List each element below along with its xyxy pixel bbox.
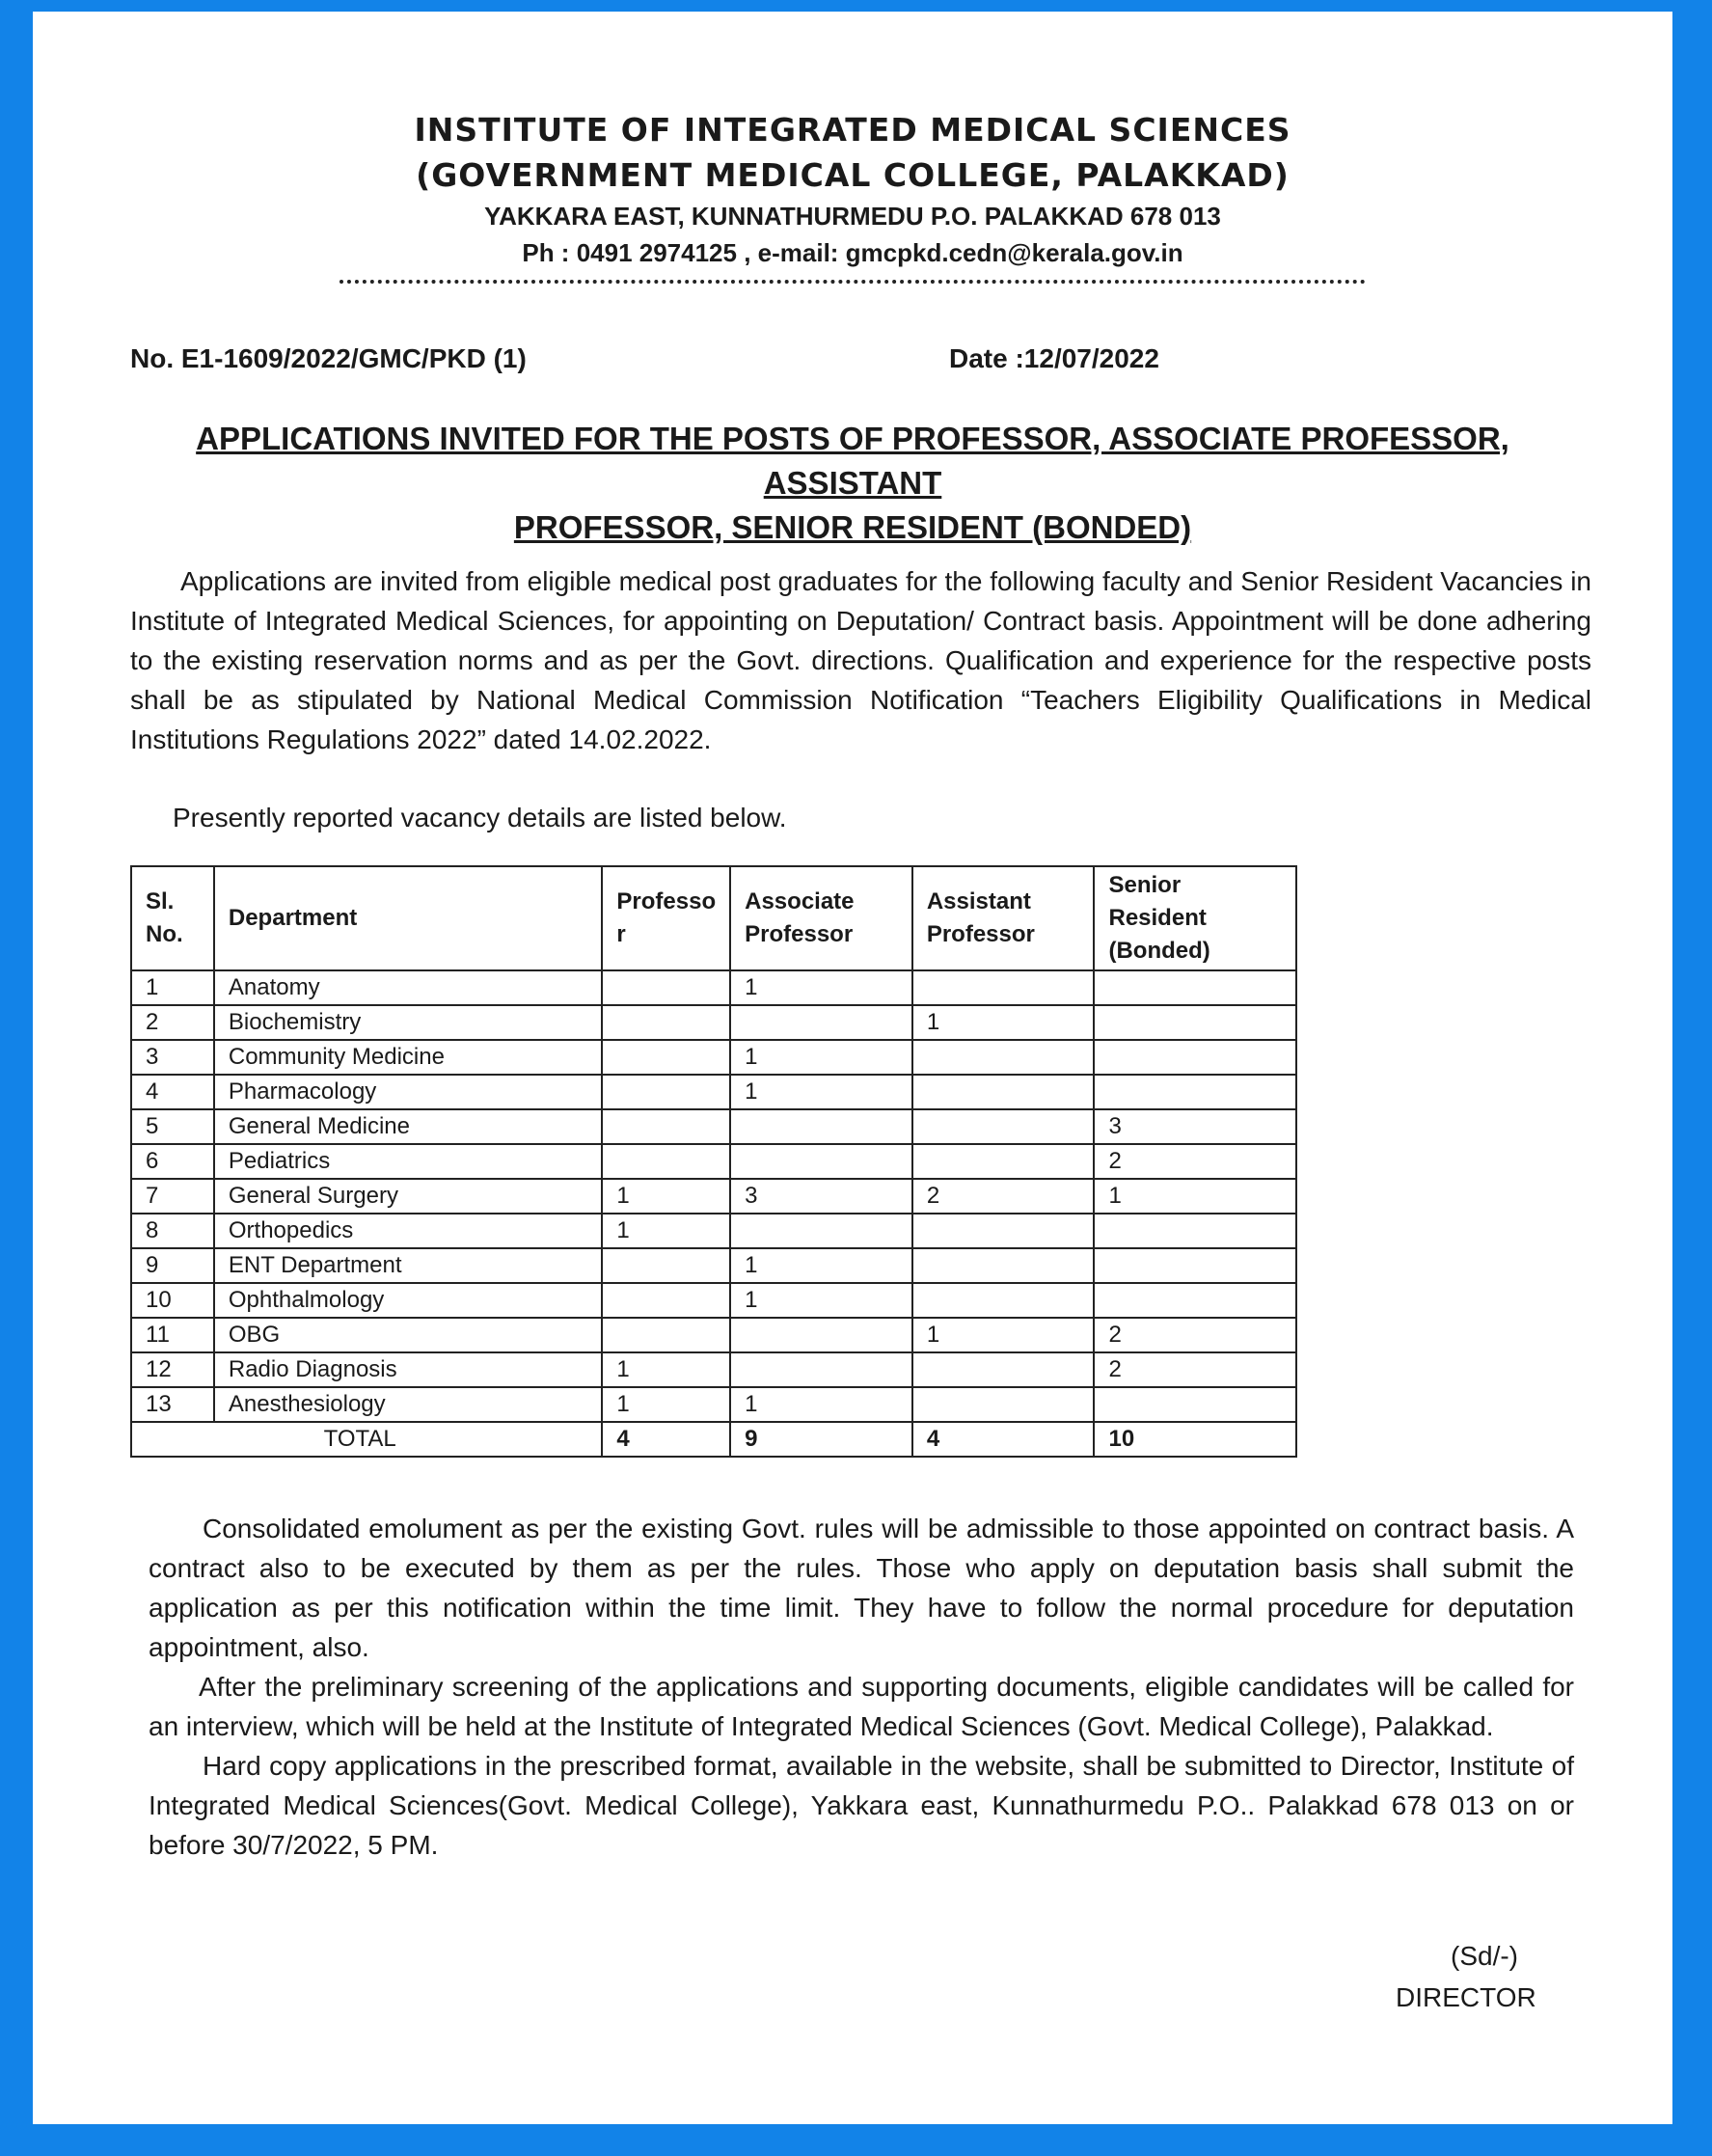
institute-subtitle: (GOVERNMENT MEDICAL COLLEGE, PALAKKAD) [416, 156, 1290, 194]
table-cell: 1 [730, 1075, 912, 1109]
table-cell: Orthopedics [214, 1214, 603, 1248]
table-row [131, 1144, 1296, 1179]
table-cell [912, 1248, 1095, 1283]
table-row [131, 1109, 1296, 1144]
table-cell: 1 [912, 1318, 1095, 1352]
table-cell: 2 [912, 1179, 1095, 1214]
table-cell [602, 1144, 730, 1179]
table-cell: 10 [131, 1283, 214, 1318]
table-cell [1094, 1248, 1296, 1283]
col-associate-professor: Associate Professor [730, 866, 912, 970]
table-row [131, 1214, 1296, 1248]
emolument-paragraph: Consolidated emolument as per the existing Govt. rules will be admissible to those appointed on contract basis. A contract also to be executed by them as per the rules. Those who apply on deputation basis shall submit the application as per this notification within the time limit. They have to follow the normal procedure for deputation appointment, also. [149, 1514, 1574, 1662]
table-row [131, 1248, 1296, 1283]
table-row [131, 1040, 1296, 1075]
table-cell: Pharmacology [214, 1075, 603, 1109]
table-cell: 4 [131, 1075, 214, 1109]
table-cell: 7 [131, 1179, 214, 1214]
total-assistant: 4 [912, 1422, 1095, 1457]
table-cell: Community Medicine [214, 1040, 603, 1075]
table-cell [912, 1352, 1095, 1387]
table-cell [602, 970, 730, 1005]
table-cell [730, 1214, 912, 1248]
table-cell: 1 [730, 970, 912, 1005]
table-row [131, 1179, 1296, 1214]
table-cell [1094, 1040, 1296, 1075]
table-cell [912, 1283, 1095, 1318]
table-cell: 3 [131, 1040, 214, 1075]
table-cell: Biochemistry [214, 1005, 603, 1040]
table-row [131, 1387, 1296, 1422]
table-cell: 1 [602, 1214, 730, 1248]
screening-paragraph: After the preliminary screening of the applications and supporting documents, eligible candidates will be called for an interview, which will be held at the Institute of Integrated Medical Sciences (Govt. Medical College), Palakkad. [149, 1672, 1574, 1741]
table-cell [1094, 1075, 1296, 1109]
table-cell: 11 [131, 1318, 214, 1352]
table-cell [602, 1248, 730, 1283]
total-senior-resident: 10 [1094, 1422, 1296, 1457]
col-professor: Professo r [602, 866, 730, 970]
table-row [131, 970, 1296, 1005]
dotted-divider [340, 272, 1366, 284]
table-row [131, 1318, 1296, 1352]
table-cell: 2 [1094, 1144, 1296, 1179]
table-cell [912, 1109, 1095, 1144]
table-cell [912, 1040, 1095, 1075]
table-cell: ENT Department [214, 1248, 603, 1283]
table-cell: 3 [1094, 1109, 1296, 1144]
table-cell: 1 [730, 1283, 912, 1318]
table-cell [912, 970, 1095, 1005]
table-cell: 2 [1094, 1318, 1296, 1352]
table-cell: 1 [730, 1248, 912, 1283]
table-cell: 1 [912, 1005, 1095, 1040]
institute-address: YAKKARA EAST, KUNNATHURMEDU P.O. PALAKKAD 678 013 [484, 202, 1221, 231]
table-cell [1094, 1283, 1296, 1318]
intro-paragraph: Applications are invited from eligible medical post graduates for the following faculty and Senior Resident Vacancies in Institute of Integrated Medical Sciences, for appointing on Deputation/ Contract basis. Appointment will be done adhering to the existing reservation norms and as per the Govt. directions. Qualification and experience for the respective posts shall be as stipulated by National Medical Commission Notification “Teachers Eligibility Qualifications in Medical Institutions Regulations 2022” dated 14.02.2022. [130, 566, 1591, 754]
table-cell: Pediatrics [214, 1144, 603, 1179]
institute-title: INSTITUTE OF INTEGRATED MEDICAL SCIENCES [414, 111, 1291, 149]
table-header-row [131, 866, 1296, 970]
table-cell: Ophthalmology [214, 1283, 603, 1318]
total-associate: 9 [730, 1422, 912, 1457]
notice-date: Date :12/07/2022 [949, 343, 1159, 373]
table-cell [730, 1109, 912, 1144]
table-cell: 3 [730, 1179, 912, 1214]
table-cell: General Medicine [214, 1109, 603, 1144]
closing-paragraphs [149, 1509, 1574, 1865]
table-cell [1094, 1387, 1296, 1422]
table-cell [730, 1318, 912, 1352]
table-cell: 2 [1094, 1352, 1296, 1387]
table-cell: 9 [131, 1248, 214, 1283]
notice-heading [120, 417, 1586, 550]
total-label: TOTAL [131, 1422, 602, 1457]
table-row [131, 1352, 1296, 1387]
table-cell: OBG [214, 1318, 603, 1352]
vacancy-table [130, 865, 1297, 1458]
table-cell [1094, 1214, 1296, 1248]
table-cell: 1 [602, 1352, 730, 1387]
notice-page [33, 12, 1672, 2124]
col-sl-no: Sl. No. [131, 866, 214, 970]
table-cell: 12 [131, 1352, 214, 1387]
table-cell: 5 [131, 1109, 214, 1144]
signatory-title: DIRECTOR [1396, 1982, 1536, 2012]
table-cell [602, 1040, 730, 1075]
table-cell: 2 [131, 1005, 214, 1040]
table-cell: 1 [730, 1040, 912, 1075]
col-assistant-professor: Assistant Professor [912, 866, 1095, 970]
table-cell [730, 1005, 912, 1040]
table-cell: Anesthesiology [214, 1387, 603, 1422]
table-cell: 1 [1094, 1179, 1296, 1214]
table-cell: 1 [602, 1179, 730, 1214]
table-row [131, 1283, 1296, 1318]
table-cell [912, 1075, 1095, 1109]
table-cell: 8 [131, 1214, 214, 1248]
table-cell: 13 [131, 1387, 214, 1422]
table-cell: 1 [730, 1387, 912, 1422]
table-cell [730, 1352, 912, 1387]
table-cell [1094, 970, 1296, 1005]
table-cell: 6 [131, 1144, 214, 1179]
table-cell [730, 1144, 912, 1179]
table-cell [602, 1075, 730, 1109]
table-cell [602, 1005, 730, 1040]
table-cell [602, 1318, 730, 1352]
table-cell: Radio Diagnosis [214, 1352, 603, 1387]
hardcopy-paragraph: Hard copy applications in the prescribed format, available in the website, shall be submitted to Director, Institute of Integrated Medical Sciences(Govt. Medical College), Yakkara east, Kunnathurmedu P.O.. Palakkad 678 013 on or before 30/7/2022, 5 PM. [149, 1751, 1574, 1860]
table-row [131, 1005, 1296, 1040]
table-cell [912, 1144, 1095, 1179]
table-cell [602, 1283, 730, 1318]
table-cell: General Surgery [214, 1179, 603, 1214]
table-cell [1094, 1005, 1296, 1040]
table-cell: 1 [602, 1387, 730, 1422]
total-professor: 4 [602, 1422, 730, 1457]
heading-line-2: PROFESSOR, SENIOR RESIDENT (BONDED) [513, 509, 1192, 545]
table-cell [602, 1109, 730, 1144]
signature-mark: (Sd/-) [1451, 1941, 1518, 1971]
table-row [131, 1075, 1296, 1109]
institute-contact: Ph : 0491 2974125 , e-mail: gmcpkd.cedn@kerala.gov.in [522, 238, 1183, 267]
table-cell [912, 1387, 1095, 1422]
total-row [131, 1422, 1296, 1457]
table-cell [912, 1214, 1095, 1248]
col-department: Department [214, 866, 603, 970]
vacancy-intro: Presently reported vacancy details are listed below. [173, 803, 787, 832]
col-senior-resident: Senior Resident (Bonded) [1094, 866, 1296, 970]
table-cell: 1 [131, 970, 214, 1005]
heading-line-1: APPLICATIONS INVITED FOR THE POSTS OF PROFESSOR, ASSOCIATE PROFESSOR, ASSISTANT [196, 421, 1509, 501]
reference-number: No. E1-1609/2022/GMC/PKD (1) [130, 343, 527, 373]
table-cell: Anatomy [214, 970, 603, 1005]
